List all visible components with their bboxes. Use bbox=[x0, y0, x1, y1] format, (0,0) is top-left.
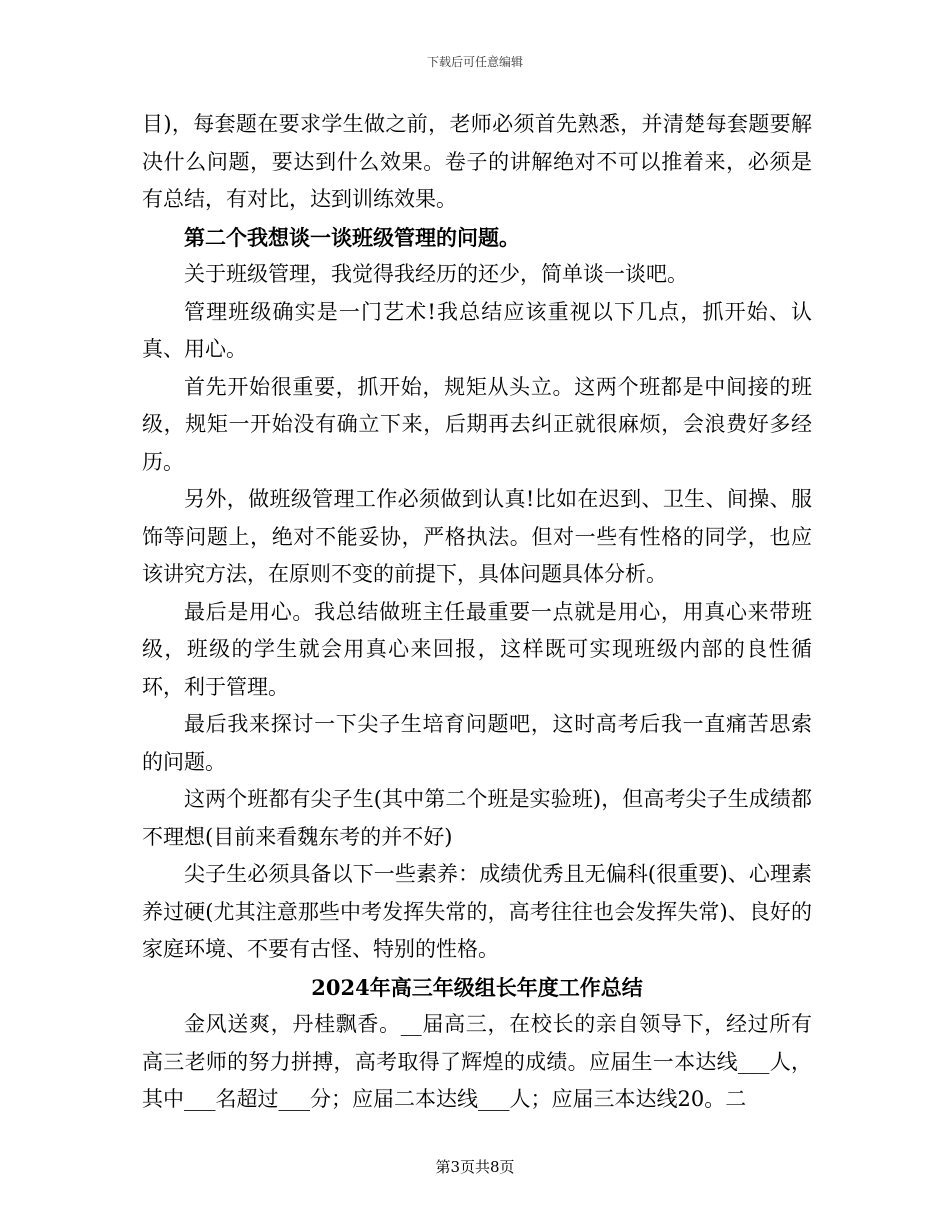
paragraph: 管理班级确实是一门艺术!我总结应该重视以下几点，抓开始、认真、用心。 bbox=[142, 299, 812, 361]
paragraph: 最后我来探讨一下尖子生培育问题吧，这时高考后我一直痛苦思索的问题。 bbox=[142, 712, 812, 774]
page-header: 下载后可任意编辑 bbox=[426, 55, 523, 69]
paragraph: 另外，做班级管理工作必须做到认真!比如在迟到、卫生、间操、服饰等问题上，绝对不能妥协，严格执法。但对一些有性格的同学，也应该讲究方法，在原则不变的前提下，具体问题具体分析。 bbox=[142, 487, 812, 586]
page-number: 第3页共8页 bbox=[435, 1158, 515, 1176]
paragraph: 金风送爽，丹桂飘香。__届高三，在校长的亲自领导下，经过所有高三老师的努力拼搏，高考取得了辉煌的成绩。应届生一本达线___人，其中___名超过___分；应届二本达线___人；应届三本达线20。二 bbox=[142, 1012, 812, 1111]
paragraph: 首先开始很重要，抓开始，规矩从头立。这两个班都是中间接的班级，规矩一开始没有确立下来，后期再去纠正就很麻烦，会浪费好多经历。 bbox=[142, 374, 812, 474]
paragraph-continuation: 目)，每套题在要求学生做之前，老师必须首先熟悉，并清楚每套题要解决什么问题，要达到什么效果。卷子的讲解绝对不可以推着来，必须是有总结，有对比，达到训练效果。 bbox=[142, 112, 812, 211]
paragraph: 这两个班都有尖子生(其中第二个班是实验班)，但高考尖子生成绩都不理想(目前来看魏东考的并不好) bbox=[142, 787, 812, 849]
document-body bbox=[142, 106, 812, 1119]
paragraph: 尖子生必须具备以下一些素养：成绩优秀且无偏科(很重要)、心理素养过硬(尤其注意那些中考发挥失常的，高考往往也会发挥失常)、良好的家庭环境、不要有古怪、特别的性格。 bbox=[142, 862, 812, 961]
paragraph: 关于班级管理，我觉得我经历的还少，简单谈一谈吧。 bbox=[184, 262, 688, 286]
section-heading-class-management: 第二个我想谈一谈班级管理的问题。 bbox=[184, 224, 520, 250]
paragraph: 最后是用心。我总结做班主任最重要一点就是用心，用真心来带班级，班级的学生就会用真心来回报，这样既可实现班级内部的良性循环，利于管理。 bbox=[142, 599, 812, 699]
document-title: 2024年高三年级组长年度工作总结 bbox=[311, 974, 643, 1000]
